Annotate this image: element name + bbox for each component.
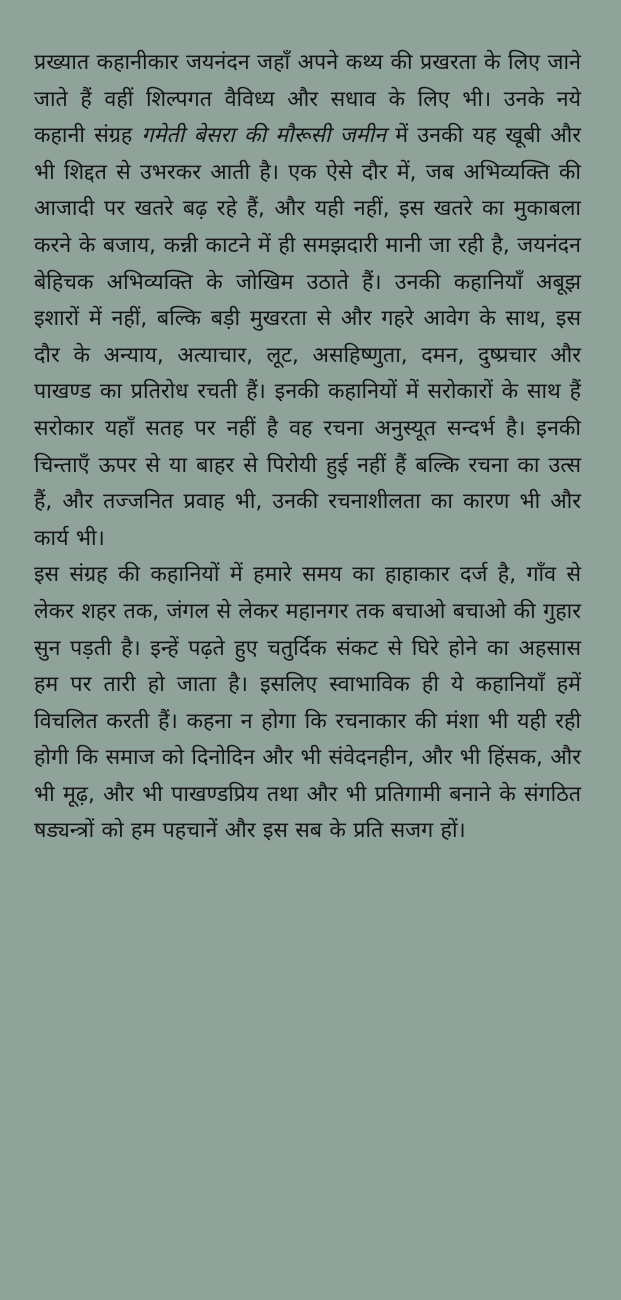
paragraph-1 (34, 45, 581, 557)
book-title: गमेती बेसरा की मौरूसी जमीन (141, 123, 387, 149)
paragraph-2: इस संग्रह की कहानियों में हमारे समय का हाहाकार दर्ज है, गाँव से लेकर शहर तक, जंगल से लेकर महानगर तक बचाओ बचाओ की गुहार सुन पड़ती है। इन्हें पढ़ते हुए चतुर्दिक संकट से घिरे होने का अहसास हम पर तारी हो जाता है। इसलिए स्वाभाविक ही ये कहानियाँ हमें विचलित करती हैं। कहना न होगा कि रचनाकार की मंशा भी यही रही होगी कि समाज को दिनोदिन और भी संवेदनहीन, और भी हिंसक, और भी मूढ़, और भी पाखण्डप्रिय तथा और भी प्रतिगामी बनाने के संगठित षड्यन्त्रों को हम पहचानें और इस सब के प्रति सजग हों। (34, 562, 581, 844)
paragraph-1-intro: प्रख्यात कहानीकार जयनंदन जहाँ अपने कथ्य की प्रखरता के लिए जाने जाते हैं वहीं शिल्पगत वैविध्य और सधाव के लिए भी। उनके नये कहानी संग्रह (34, 50, 581, 149)
paragraph-1-body: में उनकी यह खूबी और भी शिद्दत से उभरकर आती है। एक ऐसे दौर में, जब अभिव्यक्ति की आजादी पर खतरे बढ़ रहे हैं, और यही नहीं, इस खतरे का मुकाबला करने के बजाय, कन्नी काटने में ही समझदारी मानी जा रही है, जयनंदन बेहिचक अभिव्यक्ति के जोखिम उठाते हैं। उनकी कहानियाँ अबूझ इशारों में नहीं, बल्कि बड़ी मुखरता से और गहरे आवेग के साथ, इस दौर के अन्याय, अत्याचार, लूट, असहिष्णुता, दमन, दुष्प्रचार और पाखण्ड का प्रतिरोध रचती हैं। इनकी कहानियों में सरोकारों के साथ हैं सरोकार यहाँ सतह पर नहीं है वह रचना अनुस्यूत सन्दर्भ है। इनकी चिन्ताएँ ऊपर से या बाहर से पिरोयी हुई नहीं हैं बल्कि रचना का उत्स हैं, और तज्जनित प्रवाह भी, उनकी रचनाशीलता का कारण भी और कार्य भी। (34, 123, 582, 551)
